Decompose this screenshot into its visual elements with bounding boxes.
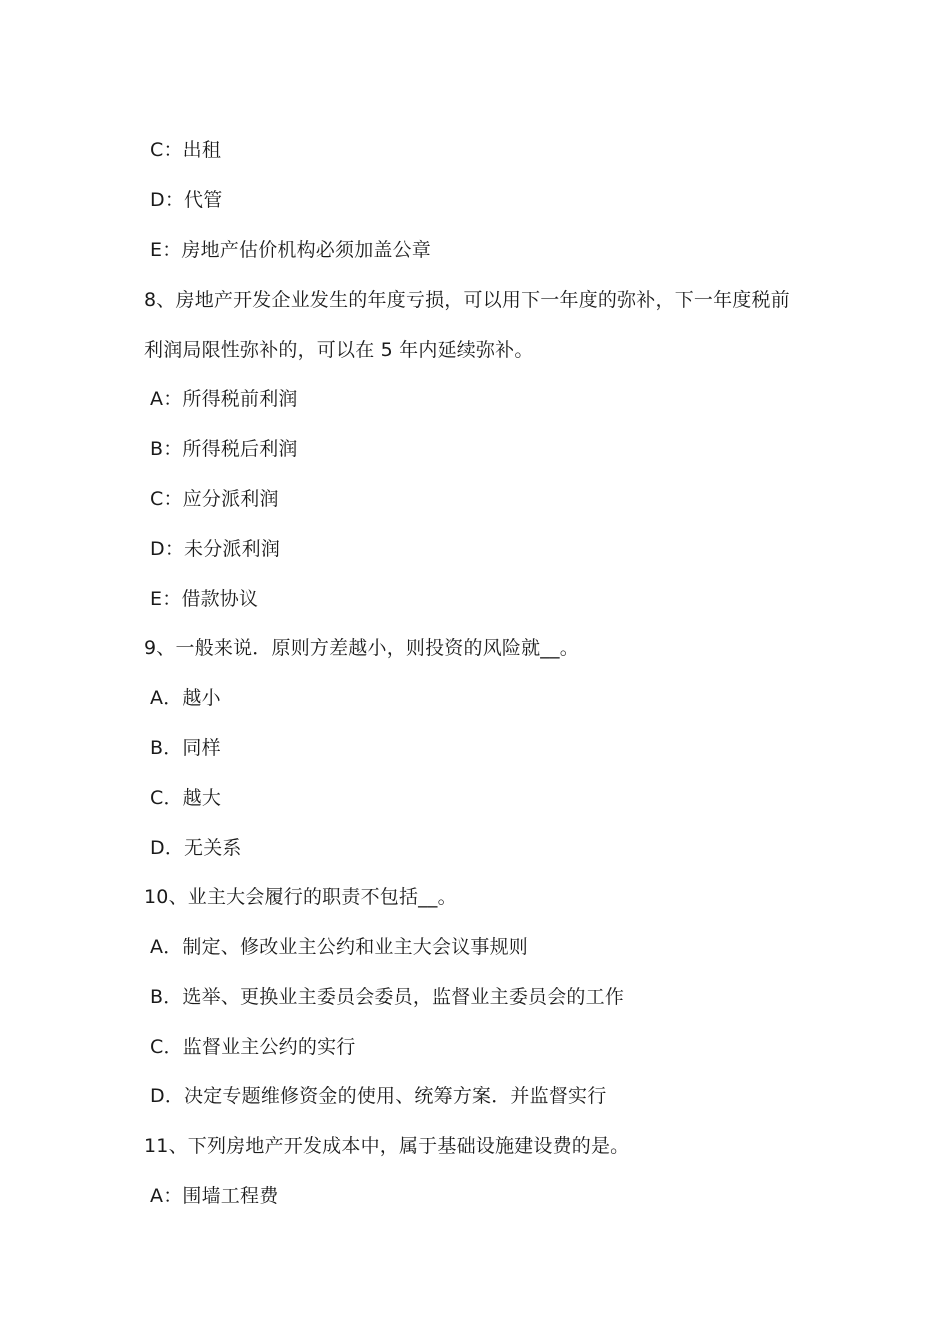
- option-line: A：围墙工程费: [150, 1185, 279, 1207]
- option-line: D：代管: [150, 189, 223, 211]
- option-line: E：借款协议: [150, 588, 259, 610]
- option-line: D．无关系: [150, 837, 242, 859]
- question-line: 9、一般来说．原则方差越小，则投资的风险就__。: [144, 637, 579, 659]
- option-line: C：出租: [150, 139, 222, 161]
- option-line: B：所得税后利润: [150, 438, 298, 460]
- question-line: 11、下列房地产开发成本中，属于基础设施建设费的是。: [144, 1135, 630, 1157]
- option-line: D：未分派利润: [150, 538, 281, 560]
- option-line: D．决定专题维修资金的使用、统筹方案．并监督实行: [150, 1085, 607, 1107]
- option-line: C．监督业主公约的实行: [150, 1036, 356, 1058]
- option-line: C：应分派利润: [150, 488, 279, 510]
- option-line: A：所得税前利润: [150, 388, 298, 410]
- option-line: E：房地产估价机构必须加盖公章: [150, 239, 432, 261]
- question-line: 8、房地产开发企业发生的年度亏损，可以用下一年度的弥补，下一年度税前: [144, 289, 790, 311]
- question-line: 利润局限性弥补的，可以在 5 年内延续弥补。: [144, 339, 534, 361]
- question-line: 10、业主大会履行的职责不包括__。: [144, 886, 457, 908]
- option-line: A．制定、修改业主公约和业主大会议事规则: [150, 936, 528, 958]
- option-line: C．越大: [150, 787, 222, 809]
- option-line: B．选举、更换业主委员会委员，监督业主委员会的工作: [150, 986, 625, 1008]
- option-line: A．越小: [150, 687, 221, 709]
- option-line: B．同样: [150, 737, 221, 759]
